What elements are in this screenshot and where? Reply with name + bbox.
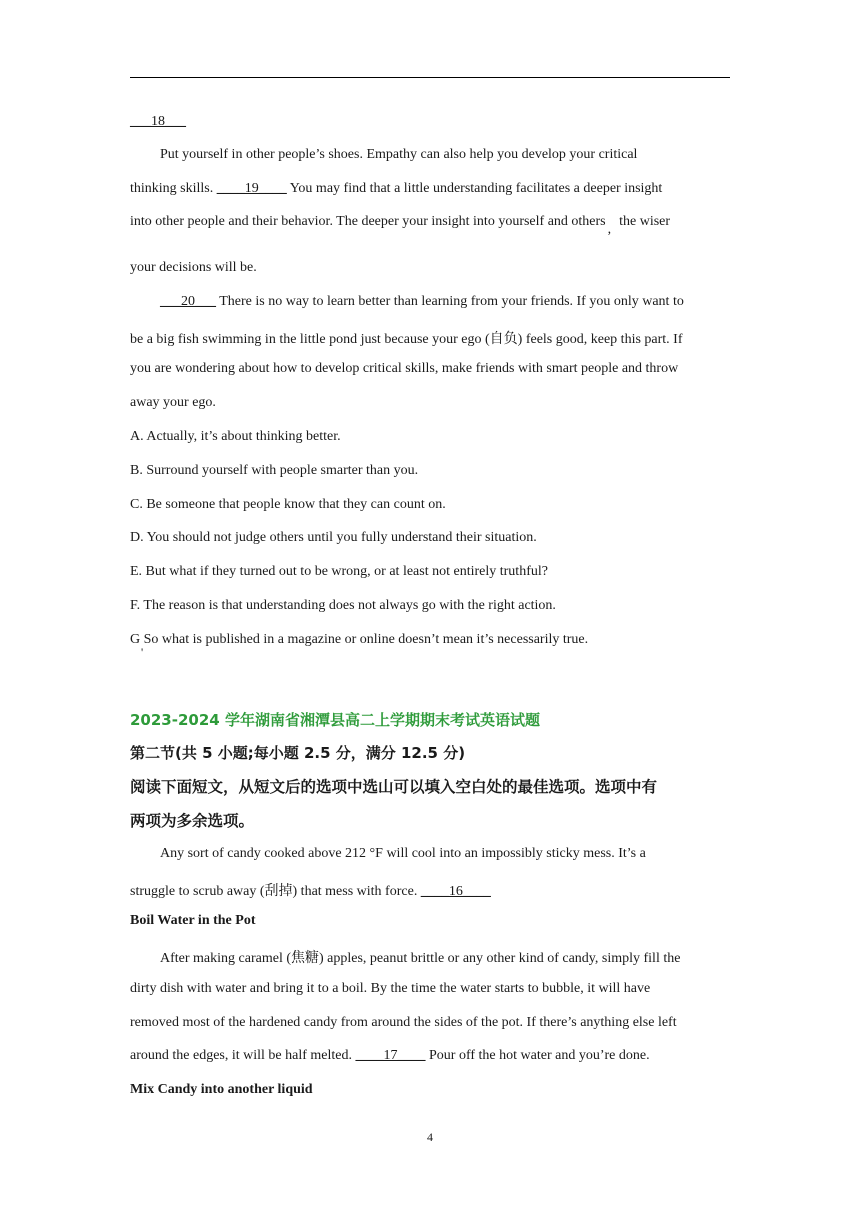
- paragraph-line: into other people and their behavior. The deeper your insight into yourself and others,the wiser: [130, 214, 671, 237]
- option-g: G So what is published in a magazine or online doesn’t mean it’s necessarily true.: [130, 632, 589, 647]
- paragraph-line: After making caramel (焦糖) apples, peanut brittle or any other kind of candy, simply fill the: [160, 951, 681, 966]
- option-a: A. Actually, it’s about thinking better.: [130, 429, 341, 444]
- blank-19: ____19____: [216, 181, 287, 196]
- paragraph-line: thinking skills. ____19____ You may find that a little understanding facilitates a deeper insight: [130, 181, 663, 196]
- blank-20: ___20___: [160, 294, 216, 309]
- instruction-line: 两项为多余选项。: [130, 812, 255, 830]
- exam-title: 2023-2024 学年湖南省湘潭县高二上学期期末考试英语试题: [130, 711, 540, 729]
- instruction-line: 阅读下面短文，从短文后的选项中选山可以填入空白处的最佳选项。选项中有: [130, 778, 658, 796]
- paragraph-line: Put yourself in other people’s shoes. Empathy can also help you develop your critical: [160, 147, 638, 162]
- paragraph-line: ___20___ There is no way to learn better than learning from your friends. If you only want to: [160, 294, 684, 309]
- paragraph-line: your decisions will be.: [130, 260, 257, 275]
- header-rule: [130, 77, 730, 78]
- blank-16: ____16____: [420, 884, 491, 899]
- paragraph-line: struggle to scrub away (刮掉) that mess with force. ____16____: [130, 884, 491, 899]
- paragraph-line: removed most of the hardened candy from around the sides of the pot. If there’s anything else left: [130, 1015, 677, 1030]
- paragraph-line: around the edges, it will be half melted. ____17____ Pour off the hot water and you’re done.: [130, 1048, 650, 1063]
- section-heading: Mix Candy into another liquid: [130, 1082, 313, 1097]
- section-heading: Boil Water in the Pot: [130, 913, 256, 928]
- option-b: B. Surround yourself with people smarter than you.: [130, 463, 419, 478]
- section-subtitle: 第二节(共 5 小题;每小题 2.5 分，满分 12.5 分): [130, 744, 466, 762]
- option-c: C. Be someone that people know that they can count on.: [130, 497, 446, 512]
- page-number: 4: [427, 1130, 433, 1144]
- option-f: F. The reason is that understanding does not always go with the right action.: [130, 598, 556, 613]
- paragraph-line: Any sort of candy cooked above 212 °F will cool into an impossibly sticky mess. It’s a: [160, 846, 646, 861]
- blank-17: ____17____: [355, 1048, 426, 1063]
- option-d: D. You should not judge others until you fully understand their situation.: [130, 530, 537, 545]
- blank-18: ___18___: [130, 114, 186, 129]
- paragraph-line: be a big fish swimming in the little pond just because your ego (自负) feels good, keep this part. If: [130, 332, 683, 347]
- paragraph-line: dirty dish with water and bring it to a boil. By the time the water starts to bubble, it will have: [130, 981, 651, 996]
- paragraph-line: you are wondering about how to develop critical skills, make friends with smart people and throw: [130, 361, 679, 376]
- stray-mark: ': [141, 645, 144, 659]
- paragraph-line: away your ego.: [130, 395, 216, 410]
- option-e: E. But what if they turned out to be wrong, or at least not entirely truthful?: [130, 564, 548, 579]
